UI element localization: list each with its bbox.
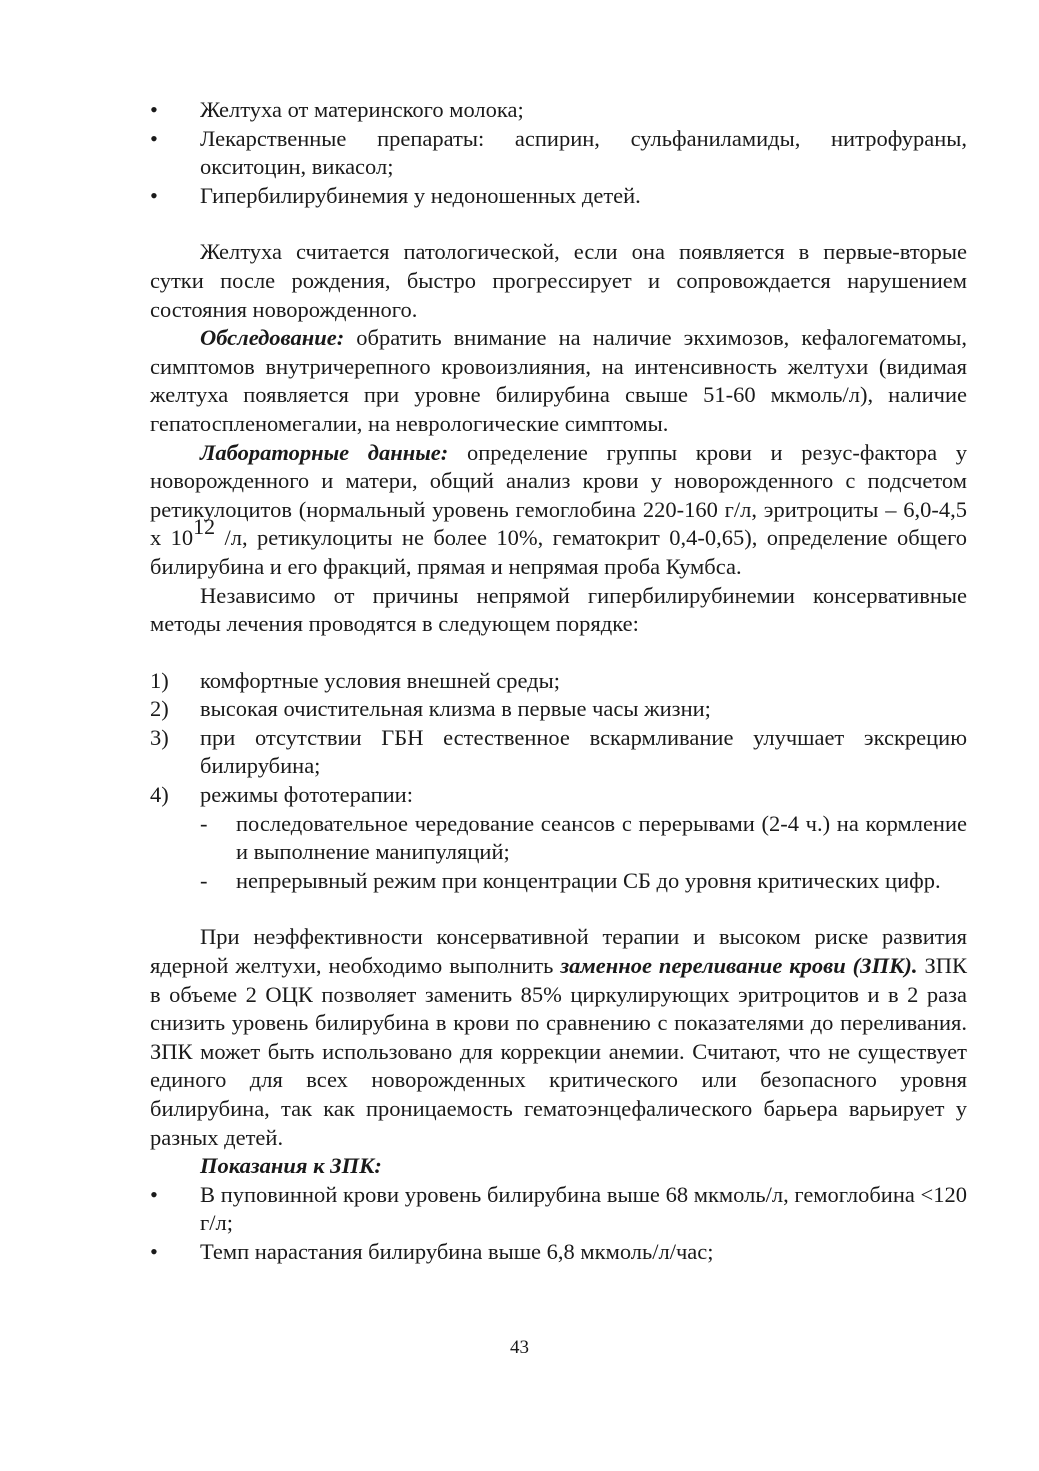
- examination-label: Обследование:: [200, 325, 345, 351]
- page-content: [150, 96, 967, 1267]
- lab-data-text-2: /л, ретикулоциты не более 10%, гематокрит 0,4-0,65), определение общего билирубина и его фракций, прямая и непрямая проба Кумбса.: [150, 525, 967, 579]
- list-item: [150, 1181, 967, 1238]
- spacer: [150, 210, 967, 238]
- bullet-marker: •: [150, 97, 158, 122]
- lab-data-label: Лабораторные данные:: [200, 439, 449, 465]
- paragraph-pathological-jaundice: Желтуха считается патологической, если она появляется в первые-вторые сутки после рождения, быстро прогрессирует и сопровождается нарушением состояния новорожденного.: [150, 239, 967, 322]
- zpk-text-2: ЗПК в объеме 2 ОЦК позволяет заменить 85% циркулирующих эритроцитов и в 2 раза снизить уровень билирубина в крови по сравнению с показателями до переливания. ЗПК может быть использовано для коррекции анемии. Считают, что не существует единого для всех новорожденных критического или безопасного уровня билирубина, так как проницаемость гематоэнцефалического барьера варьирует у разных детей.: [150, 953, 967, 1150]
- dash-item-text: последовательное чередование сеансов с перерывами (2-4 ч.) на кормление и выполнение манипуляций;: [236, 810, 967, 865]
- numbered-item-text: режимы фототерапии:: [200, 782, 413, 808]
- spacer: [150, 895, 967, 923]
- indications-heading-text: Показания к ЗПК:: [200, 1153, 382, 1179]
- paragraph-methods: Независимо от причины непрямой гипербилирубинемии консервативные методы лечения проводятся в следующем порядке:: [150, 582, 967, 637]
- spacer: [150, 639, 967, 667]
- list-item-text: Лекарственные препараты: аспирин, сульфаниламиды, нитрофураны, окситоцин, викасол;: [200, 125, 967, 180]
- dash-item-text: непрерывный режим при концентрации СБ до уровня критических цифр.: [236, 867, 941, 893]
- numbered-item-text: высокая очистительная клизма в первые часы жизни;: [200, 696, 711, 722]
- bullet-marker: •: [150, 125, 158, 151]
- dash-marker: -: [200, 810, 208, 836]
- list-item: [150, 182, 967, 211]
- item-number: 2): [150, 696, 169, 722]
- paragraph-exchange-transfusion: [150, 923, 967, 1152]
- item-number: 3): [150, 724, 169, 750]
- numbered-item: [150, 781, 967, 810]
- list-item-text: Гипербилирубинемия у недоношенных детей.: [200, 182, 641, 208]
- list-item: [150, 96, 967, 125]
- examination-text: обратить внимание на наличие экхимозов, кефалогематомы, симптомов внутричерепного кровоизлияния, на интенсивность желтухи (видимая желтуха появляется при уровне билирубина свыше 51-60 мкмоль/л), наличие гепатоспленомегалии, на неврологические симптомы.: [150, 325, 967, 436]
- exponent: 12: [193, 514, 216, 540]
- numbered-item-text: при отсутствии ГБН естественное вскармливание улучшает экскрецию билирубина;: [200, 724, 967, 779]
- list-item-text: Желтуха от материнского молока;: [200, 97, 524, 122]
- zpk-bold-term: заменное переливание крови (ЗПК).: [560, 953, 918, 979]
- bullet-marker: •: [150, 182, 158, 208]
- list-item: [150, 125, 967, 182]
- list-item: [150, 1238, 967, 1267]
- dash-item: [150, 867, 967, 896]
- numbered-item: [150, 724, 967, 781]
- dash-marker: -: [200, 867, 208, 893]
- paragraph-examination: [150, 324, 967, 438]
- zpk-text-1: При неэффективности консервативной терапии и высоком риске развития ядерной желтухи, необходимо выполнить: [150, 924, 967, 979]
- numbered-item-text: комфортные условия внешней среды;: [200, 667, 560, 693]
- numbered-item: [150, 695, 967, 724]
- numbered-item: [150, 667, 967, 696]
- bullet-marker: •: [150, 1238, 158, 1264]
- list-item-text: Темп нарастания билирубина выше 6,8 мкмоль/л/час;: [200, 1238, 714, 1264]
- list-item-text: В пуповинной крови уровень билирубина выше 68 мкмоль/л, гемоглобина <120 г/л;: [200, 1181, 967, 1236]
- item-number: 4): [150, 782, 169, 808]
- item-number: 1): [150, 667, 169, 693]
- paragraph-lab-data: [150, 439, 967, 582]
- dash-item: [150, 810, 967, 867]
- indications-heading: [150, 1152, 967, 1181]
- lab-data-text-1: определение группы крови и резус-фактора у новорожденного и матери, общий анализ крови у новорожденного с подсчетом ретикулоцитов (нормальный уровень гемоглобина 220-160 г/л, эритроциты – 6,0-4,5 х 10: [150, 439, 967, 551]
- page-number: 43: [510, 1337, 529, 1358]
- bullet-marker: •: [150, 1181, 158, 1207]
